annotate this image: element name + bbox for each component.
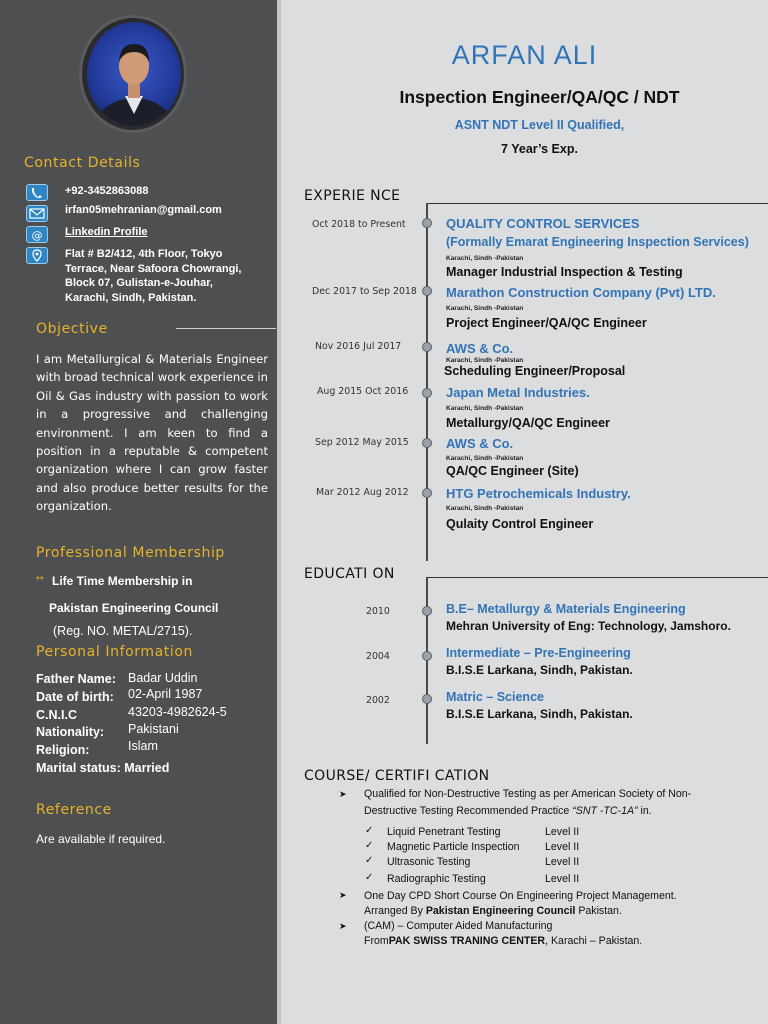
course-1-line-2 (364, 805, 652, 817)
qualification: ASNT NDT Level II Qualified, (454, 118, 625, 132)
dob-label: Date of birth: (36, 690, 114, 704)
edu-degree: Matric – Science (446, 690, 544, 704)
exp-location: Karachi, Sindh -Pakistan (446, 505, 524, 512)
exp-location: Karachi, Sindh -Pakistan (446, 305, 524, 312)
religion-label: Religion: (36, 743, 90, 757)
exp-date: Nov 2016 Jul 2017 (315, 341, 402, 352)
edu-institution: Mehran University of Eng: Technology, Jamshoro. (446, 619, 731, 633)
ndt-level: Level II (545, 841, 580, 853)
timeline-dot (422, 651, 432, 661)
course-1-standard: “SNT -TC-1A” (572, 805, 638, 817)
timeline-dot (422, 218, 432, 228)
reference-text: Are available if required. (36, 832, 166, 846)
course-2-text: Arranged By (364, 905, 426, 917)
arrow-bullet-icon: ➤ (339, 890, 347, 900)
email-address[interactable]: irfan05mehranian@gmail.com (65, 204, 222, 216)
phone-number[interactable]: +92-3452863088 (65, 185, 149, 197)
father-name-label: Father Name: (36, 672, 116, 686)
experience-timeline (426, 203, 428, 561)
edu-institution: B.I.S.E Larkana, Sindh, Pakistan. (446, 663, 633, 677)
course-1-text: Destructive Testing Recommended Practice (364, 805, 573, 817)
membership-line-1: Life Time Membership in (52, 574, 193, 588)
marital-status: Marital status: Married (36, 761, 170, 775)
exp-date: Mar 2012 Aug 2012 (316, 487, 409, 498)
address-line-4: Karachi, Sindh, Pakistan. (65, 291, 197, 304)
ndt-level: Level II (545, 826, 580, 838)
ndt-level: Level II (545, 873, 580, 885)
timeline-dot (422, 342, 432, 352)
course-2-suffix: Pakistan. (575, 905, 622, 917)
svg-text:@: @ (31, 229, 43, 242)
ndt-level: Level II (545, 856, 580, 868)
exp-date: Dec 2017 to Sep 2018 (312, 286, 417, 297)
timeline-dot (422, 694, 432, 704)
check-icon: ✓ (365, 855, 374, 866)
timeline-dot (422, 606, 432, 616)
experience-rule (427, 203, 768, 204)
email-icon (26, 205, 48, 222)
exp-position: QA/QC Engineer (Site) (446, 464, 579, 478)
linkedin-link[interactable]: Linkedin Profile (65, 226, 148, 238)
membership-line-2: Pakistan Engineering Council (49, 601, 219, 615)
exp-date: Sep 2012 May 2015 (315, 437, 409, 448)
exp-company: Japan Metal Industries. (446, 385, 590, 400)
ndt-method: Liquid Penetrant Testing (387, 826, 501, 838)
exp-company-former: (Formally Emarat Engineering Inspection Services) (446, 235, 749, 249)
address-line-2: Terrace, Near Safoora Chowrangi, (65, 262, 242, 275)
course-3-suffix: , Karachi – Pakistan. (545, 935, 643, 947)
ndt-method: Magnetic Particle Inspection (387, 841, 520, 853)
exp-position: Metallurgy/QA/QC Engineer (446, 416, 610, 430)
exp-company: Marathon Construction Company (Pvt) LTD. (446, 285, 716, 300)
exp-location: Karachi, Sindh -Pakistan (446, 405, 524, 412)
experience-heading: EXPERIE NCE (304, 188, 401, 204)
exp-company: HTG Petrochemicals Industry. (446, 486, 631, 501)
exp-position: Qulaity Control Engineer (446, 517, 594, 531)
course-2-org: Pakistan Engineering Council (425, 905, 576, 917)
experience-years: 7 Year’s Exp. (501, 142, 578, 156)
timeline-dot (422, 388, 432, 398)
contact-heading: Contact Details (24, 155, 141, 171)
cnic-label: C.N.I.C (36, 708, 77, 722)
profile-photo (87, 22, 181, 126)
at-icon (26, 226, 48, 243)
course-3-org: PAK SWISS TRANING CENTER (388, 935, 546, 947)
membership-line-3: (Reg. NO. METAL/2715). (53, 624, 193, 638)
timeline-dot (422, 438, 432, 448)
ndt-method: Radiographic Testing (387, 873, 486, 885)
courses-heading: COURSE/ CERTIFI CATION (304, 768, 490, 784)
edu-year: 2002 (366, 695, 390, 706)
course-3-line-1: (CAM) – Computer Aided Manufacturing (364, 920, 553, 932)
course-3-text: From (364, 935, 389, 947)
check-icon: ✓ (365, 840, 374, 851)
cnic-value: 43203-4982624-5 (128, 705, 227, 719)
education-rule (427, 577, 768, 578)
address-line-3: Block 07, Gulistan-e-Jouhar, (65, 277, 213, 289)
timeline-dot (422, 286, 432, 296)
exp-location: Karachi, Sindh -Pakistan (446, 357, 524, 364)
candidate-title: Inspection Engineer/QA/QC / NDT (399, 87, 680, 107)
nationality-value: Pakistani (128, 722, 179, 736)
membership-bullet: ** (36, 575, 44, 586)
exp-company: AWS & Co. (446, 436, 514, 451)
dob-value: 02-April 1987 (128, 687, 203, 701)
course-1-suffix: in. (637, 805, 652, 817)
exp-company: AWS & Co. (446, 341, 514, 356)
father-name-value: Badar Uddin (128, 671, 198, 685)
edu-year: 2004 (366, 651, 390, 662)
objective-heading: Objective (36, 321, 108, 337)
ndt-method: Ultrasonic Testing (387, 856, 471, 868)
phone-icon (26, 184, 48, 201)
edu-institution: B.I.S.E Larkana, Sindh, Pakistan. (446, 707, 633, 721)
location-icon (26, 247, 48, 264)
arrow-bullet-icon: ➤ (339, 789, 347, 799)
check-icon: ✓ (365, 825, 374, 836)
edu-degree: Intermediate – Pre-Engineering (446, 646, 631, 660)
course-3-line-2 (364, 935, 642, 947)
exp-position: Manager Industrial Inspection & Testing (446, 265, 683, 279)
check-icon: ✓ (365, 872, 374, 883)
education-heading: EDUCATI ON (304, 566, 395, 582)
course-1-line-1: Qualified for Non-Destructive Testing as per American Society of Non- (364, 788, 692, 800)
objective-text: I am Metallurgical & Materials Engineer with broad technical work experience in Oil & Gas industry with passion to work in a progressive and challenging environment. I am keen to find a position in a reputable & competent organization where I can grow faster and also produce better results for the organization. (36, 352, 269, 514)
exp-position: Project Engineer/QA/QC Engineer (446, 316, 647, 330)
objective-rule (176, 328, 276, 329)
exp-location: Karachi, Sindh -Pakistan (446, 455, 524, 462)
nationality-label: Nationality: (36, 725, 105, 739)
exp-position: Scheduling Engineer/Proposal (444, 364, 626, 378)
religion-value: Islam (128, 739, 158, 753)
reference-heading: Reference (36, 802, 112, 818)
arrow-bullet-icon: ➤ (339, 921, 347, 931)
personal-heading: Personal Information (36, 644, 194, 660)
exp-company: QUALITY CONTROL SERVICES (446, 216, 640, 231)
timeline-dot (422, 488, 432, 498)
exp-date: Oct 2018 to Present (312, 219, 406, 230)
address-line-1: Flat # B2/412, 4th Floor, Tokyo (65, 248, 223, 260)
edu-year: 2010 (366, 606, 390, 617)
course-2-line-2 (364, 905, 622, 917)
exp-date: Aug 2015 Oct 2016 (317, 386, 409, 397)
membership-heading: Professional Membership (36, 545, 225, 561)
exp-location: Karachi, Sindh -Pakistan (446, 255, 524, 262)
candidate-name: ARFAN ALI (451, 40, 598, 70)
course-2-line-1: One Day CPD Short Course On Engineering Project Management. (364, 890, 677, 902)
edu-degree: B.E– Metallurgy & Materials Engineering (446, 602, 686, 616)
